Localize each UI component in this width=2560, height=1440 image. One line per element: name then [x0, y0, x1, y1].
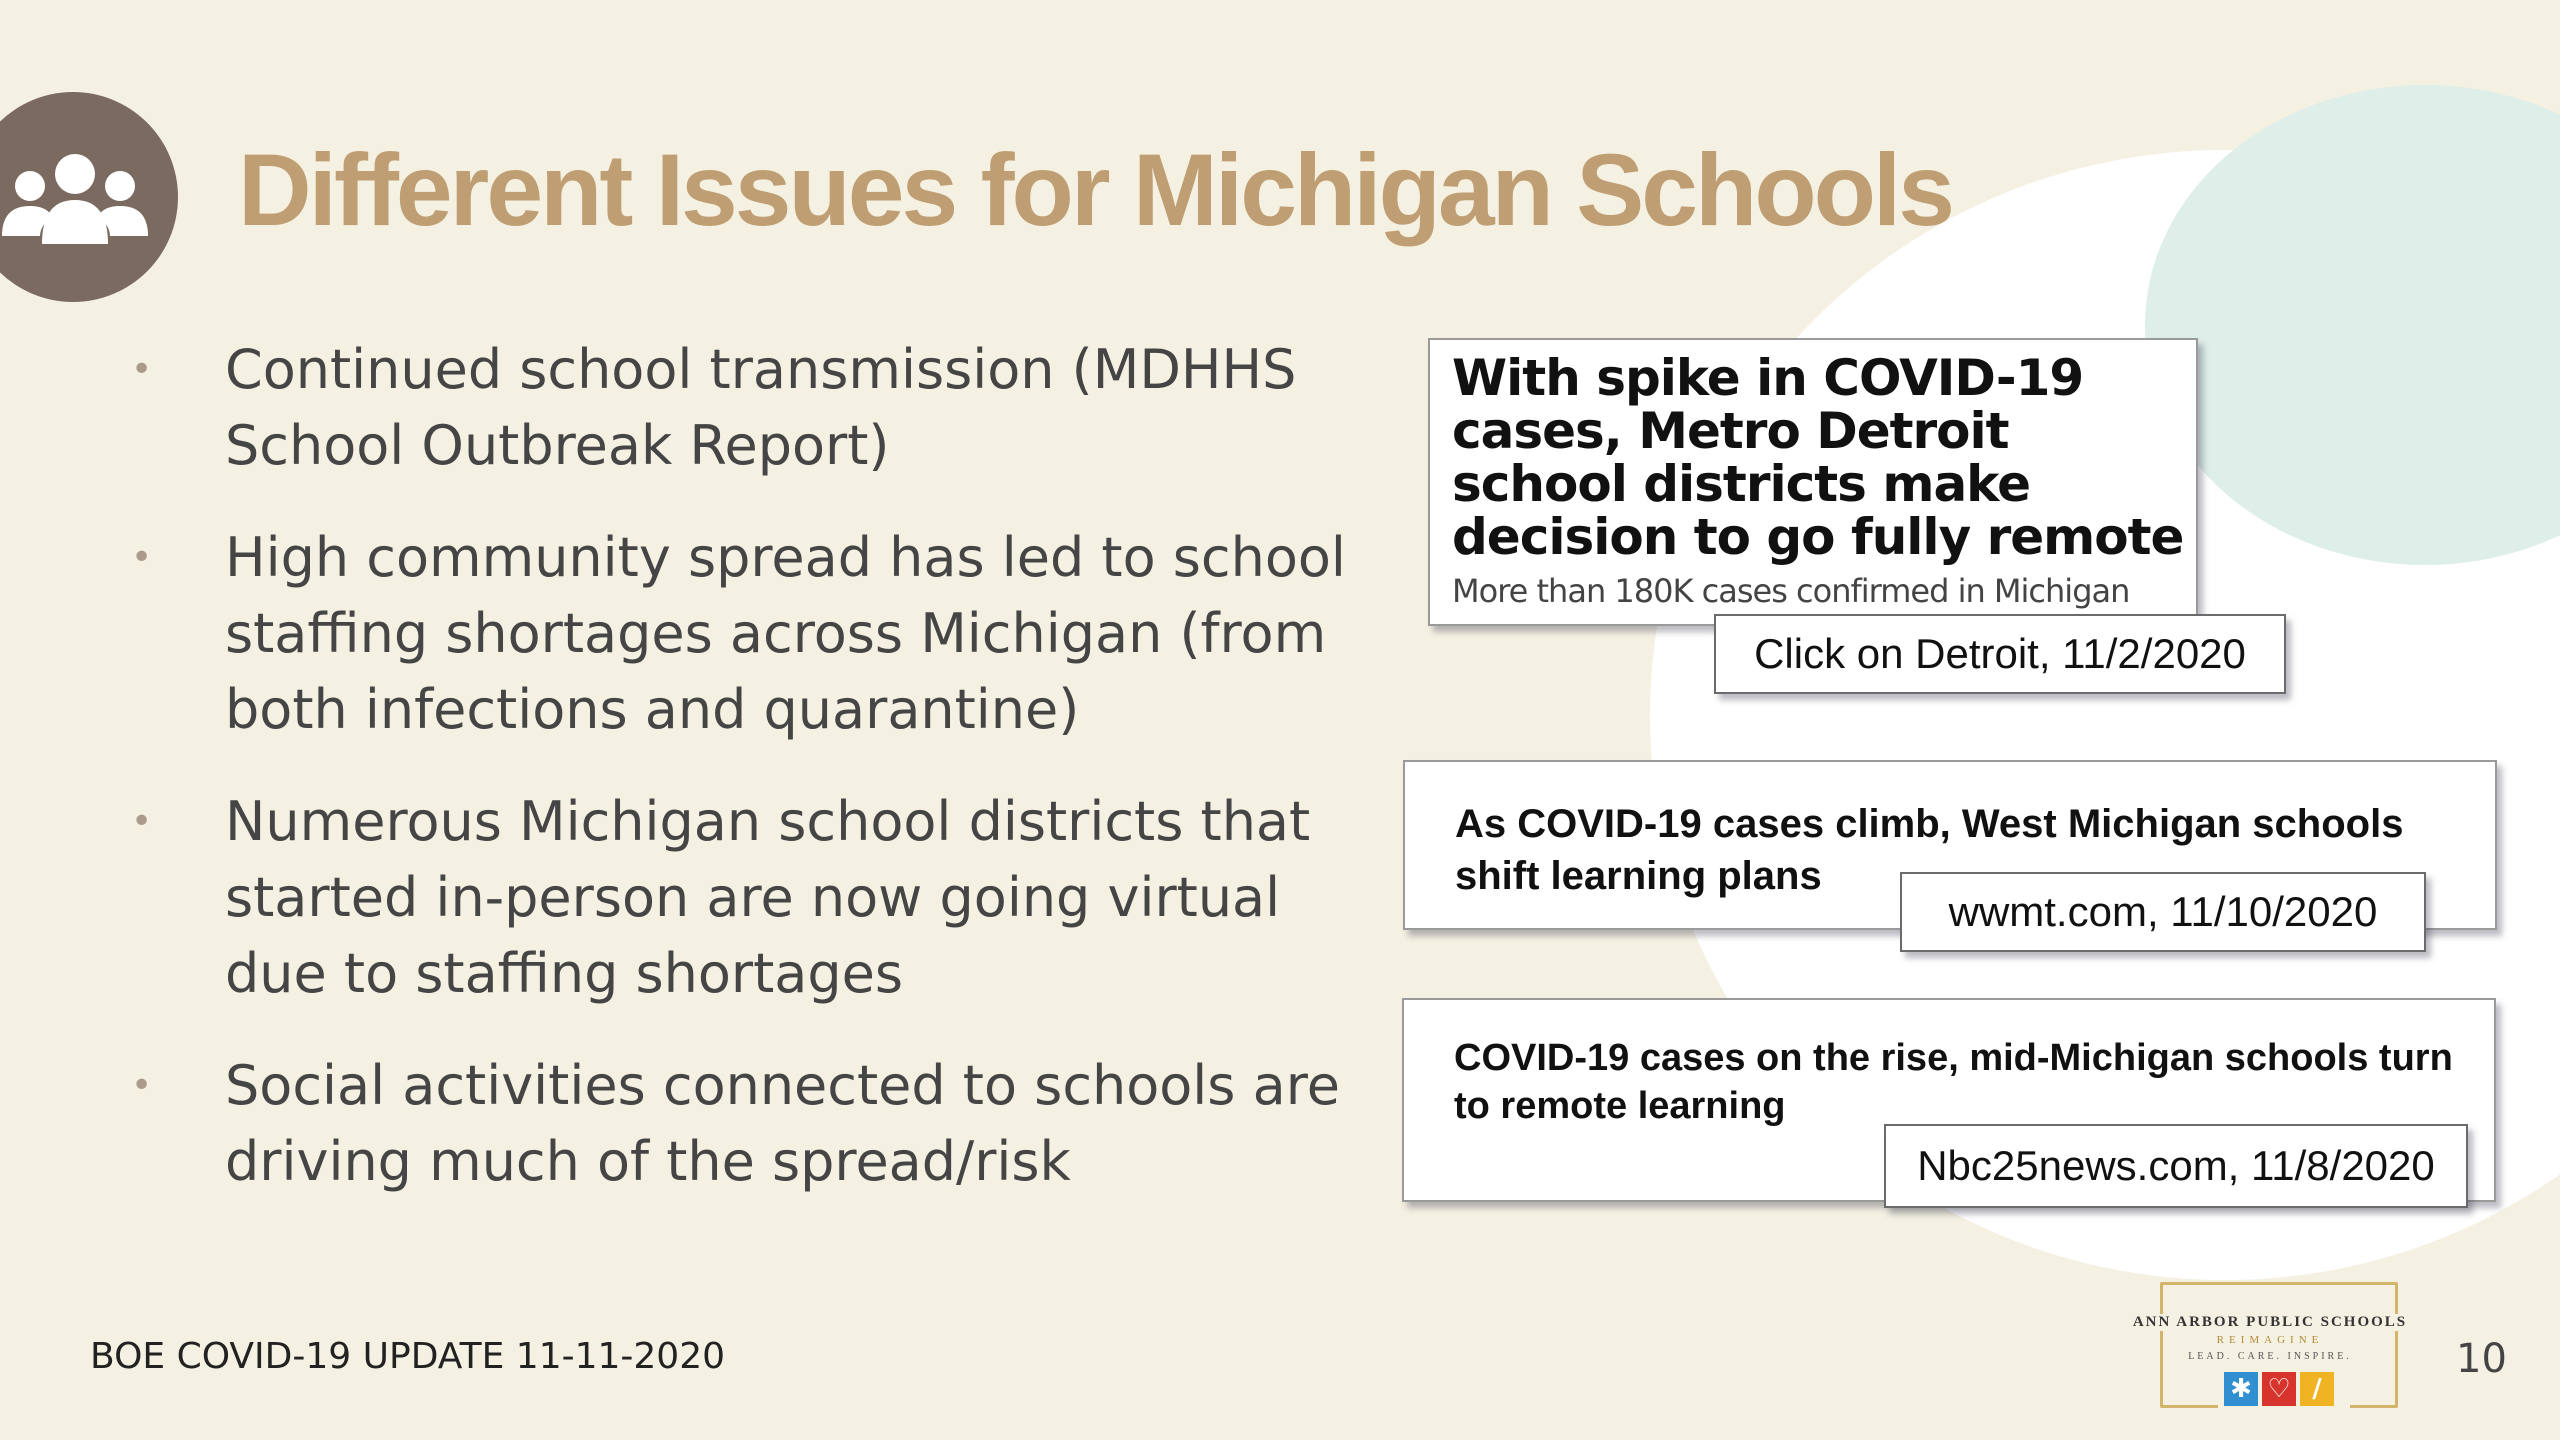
exclamation-icon: / [2300, 1372, 2334, 1406]
heart-icon: ♡ [2262, 1372, 2296, 1406]
logo-district-name: ANN ARBOR PUBLIC SCHOOLS [2130, 1314, 2410, 1331]
bullet-item [125, 1048, 1355, 1200]
clipping-headline: With spike in COVID-19 cases, Metro Detroit school districts make decision to go fully remote [1452, 349, 2184, 566]
logo-tagline: LEAD. CARE. INSPIRE. [2188, 1351, 2352, 1362]
source-label-nbc25: Nbc25news.com, 11/8/2020 [1884, 1124, 2468, 1208]
logo-reimagine: REIMAGINE [2216, 1334, 2324, 1346]
clipping-subheadline: More than 180K cases confirmed in Michigan [1452, 572, 2130, 610]
bullet-dot-icon: • [131, 537, 153, 578]
bullet-dot-icon: • [131, 1065, 153, 1106]
slide-title: Different Issues for Michigan Schools [238, 133, 1952, 247]
clipping-headline: COVID-19 cases on the rise, mid-Michigan schools turn to remote learning [1454, 1037, 2453, 1127]
people-group-icon [0, 92, 178, 302]
bullet-item [125, 332, 1355, 484]
source-label-wwmt: wwmt.com, 11/10/2020 [1900, 872, 2426, 952]
footer-text: BOE COVID-19 UPDATE 11-11-2020 [90, 1336, 726, 1377]
logo-icon-row [2218, 1372, 2350, 1408]
bullet-text: Social activities connected to schools are driving much of the spread/risk [225, 1054, 1340, 1193]
bullet-text: Continued school transmission (MDHHS School Outbreak Report) [225, 338, 1297, 477]
clipping-headline: As COVID-19 cases climb, West Michigan schools shift learning plans [1455, 802, 2404, 898]
bullet-text: High community spread has led to school staffing shortages across Michigan (from both infections and quarantine) [225, 526, 1346, 741]
aaps-logo [2130, 1278, 2410, 1408]
bullet-text: Numerous Michigan school districts that started in-person are now going virtual due to staffing shortages [225, 790, 1311, 1005]
bullet-list [125, 332, 1355, 1236]
bullet-dot-icon: • [131, 801, 153, 842]
bullet-item [125, 520, 1355, 748]
bullet-item [125, 784, 1355, 1012]
star-icon: ✱ [2224, 1372, 2258, 1406]
page-number: 10 [2456, 1336, 2507, 1382]
bullet-dot-icon: • [131, 349, 153, 390]
source-label-click-on-detroit: Click on Detroit, 11/2/2020 [1714, 614, 2286, 694]
news-clipping-click-on-detroit [1428, 338, 2198, 626]
